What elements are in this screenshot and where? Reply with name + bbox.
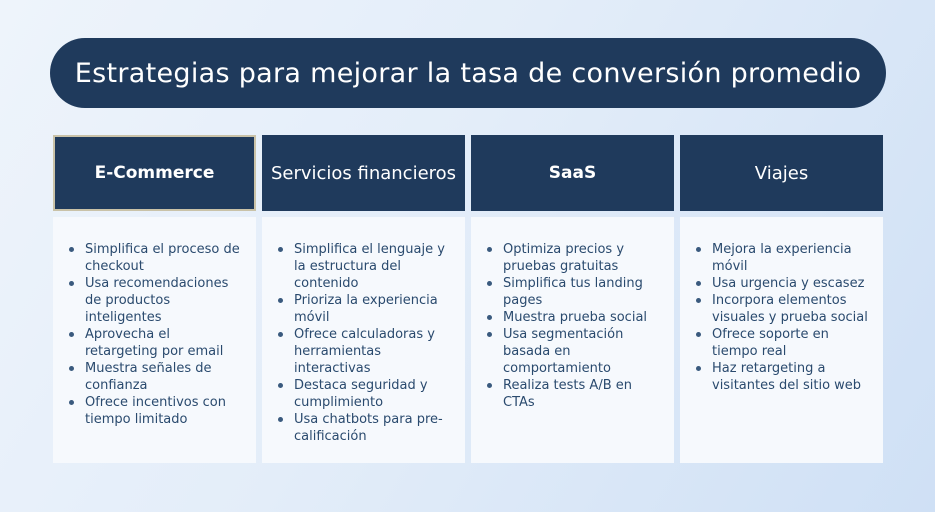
column-financial-services xyxy=(262,135,465,463)
strategy-list xyxy=(67,241,246,428)
list-item: Simplifica el lenguaje y la estructura del contenido xyxy=(276,241,455,292)
list-item: Usa recomendaciones de productos inteligentes xyxy=(67,275,246,326)
list-item: Ofrece soporte en tiempo real xyxy=(694,326,873,360)
column-header: E-Commerce xyxy=(53,135,256,211)
column-saas xyxy=(471,135,674,463)
strategy-list xyxy=(276,241,455,445)
list-item: Muestra prueba social xyxy=(485,309,664,326)
strategy-list xyxy=(485,241,664,411)
list-item: Ofrece incentivos con tiempo limitado xyxy=(67,394,246,428)
list-item: Usa chatbots para pre-calificación xyxy=(276,411,455,445)
column-ecommerce xyxy=(53,135,256,463)
list-item: Usa urgencia y escasez xyxy=(694,275,873,292)
list-item: Optimiza precios y pruebas gratuitas xyxy=(485,241,664,275)
column-header: Viajes xyxy=(680,135,883,211)
list-item: Muestra señales de confianza xyxy=(67,360,246,394)
column-travel xyxy=(680,135,883,463)
page-title: Estrategias para mejorar la tasa de conversión promedio xyxy=(74,57,862,89)
list-item: Aprovecha el retargeting por email xyxy=(67,326,246,360)
column-body xyxy=(471,217,674,463)
column-header: Servicios financieros xyxy=(262,135,465,211)
list-item: Usa segmentación basada en comportamiento xyxy=(485,326,664,377)
column-body xyxy=(262,217,465,463)
list-item: Haz retargeting a visitantes del sitio web xyxy=(694,360,873,394)
strategy-columns xyxy=(53,135,883,463)
strategy-list xyxy=(694,241,873,394)
list-item: Realiza tests A/B en CTAs xyxy=(485,377,664,411)
list-item: Incorpora elementos visuales y prueba social xyxy=(694,292,873,326)
list-item: Ofrece calculadoras y herramientas interactivas xyxy=(276,326,455,377)
column-body xyxy=(680,217,883,463)
list-item: Prioriza la experiencia móvil xyxy=(276,292,455,326)
list-item: Destaca seguridad y cumplimiento xyxy=(276,377,455,411)
list-item: Simplifica tus landing pages xyxy=(485,275,664,309)
list-item: Simplifica el proceso de checkout xyxy=(67,241,246,275)
list-item: Mejora la experiencia móvil xyxy=(694,241,873,275)
column-body xyxy=(53,217,256,463)
title-banner xyxy=(50,38,886,108)
column-header: SaaS xyxy=(471,135,674,211)
